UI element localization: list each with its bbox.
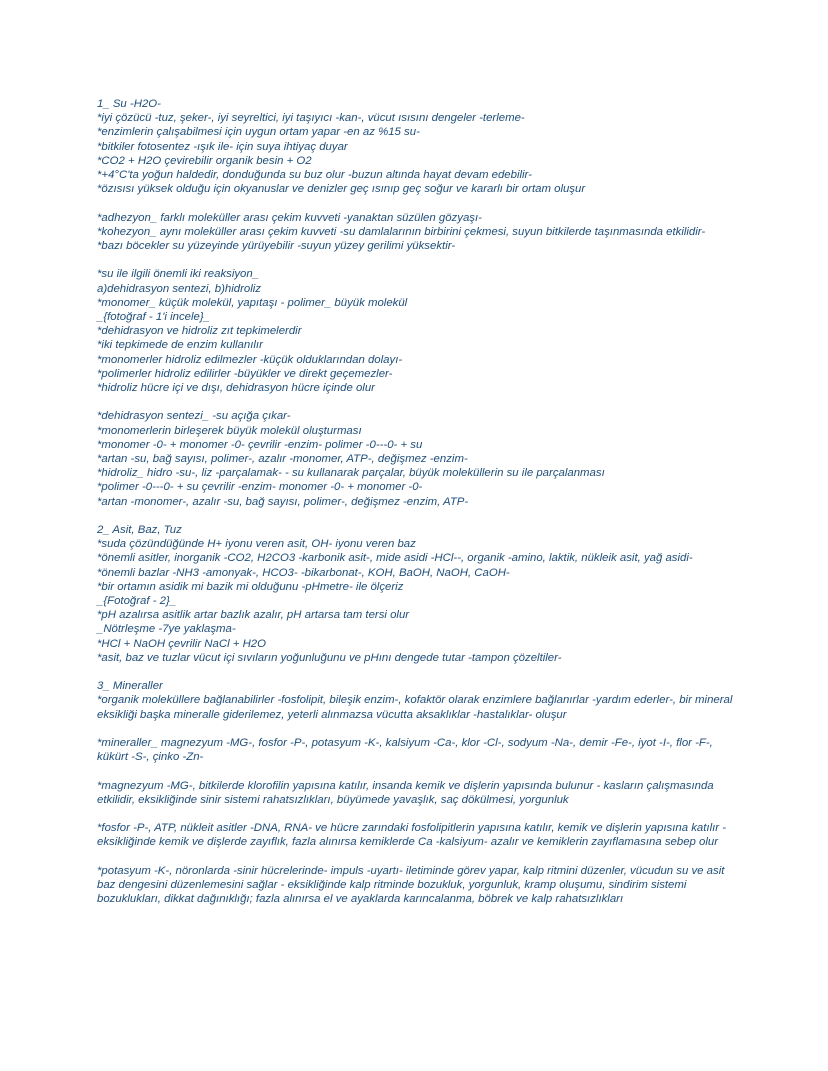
note-line: *hidroliz_ hidro -su-, liz -parçalamak- - su kullanarak parçalar, büyük moleküllerin su ile parçalanması <box>97 467 605 480</box>
block-dehydration-hydrolysis <box>97 409 737 508</box>
note-line: *monomerler hidroliz edilmezler -küçük olduklarından dolayı- <box>97 353 403 366</box>
note-line: *suda çözündüğünde H+ iyonu veren asit, OH- iyonu veren baz <box>97 538 416 551</box>
note-line: *bazı böcekler su yüzeyinde yürüyebilir -suyun yüzey gerilimi yüksektir- <box>97 240 456 253</box>
note-line: *polimerler hidroliz edilirler -büyükler ve direkt geçemezler- <box>97 367 393 380</box>
block-water-reactions <box>97 267 737 395</box>
note-line: *iyi çözücü -tuz, şeker-, iyi seyreltici, iyi taşıyıcı -kan-, vücut ısısını dengeler -terleme- <box>97 112 525 125</box>
note-line: *monomer -0- + monomer -0- çevrilir -enzim- polimer -0---0- + su <box>97 438 423 451</box>
note-line: *monomer_ küçük molekül, yapıtaşı - polimer_ büyük molekül <box>97 296 408 309</box>
section-heading-water: 1_ Su -H2O- <box>97 98 161 110</box>
photo-reference: _{fotoğraf - 1'i incele}_ <box>97 311 210 324</box>
note-line: *kohezyon_ aynı moleküller arası çekim kuvveti -su damlalarının birbirini çekmesi, suyun bitkilerde taşınmasında etkilidir- <box>97 225 706 238</box>
note-line: *enzimlerin çalışabilmesi için uygun ortam yapar -en az %15 su- <box>97 126 420 139</box>
note-line: *artan -su, bağ sayısı, polimer-, azalır -monomer, ATP-, değişmez -enzim- <box>97 453 468 466</box>
note-line: *CO2 + H2O çevirebilir organik besin + O2 <box>97 154 312 167</box>
block-mineral-list <box>97 736 737 764</box>
note-line: *HCl + NaOH çevrilir NaCl + H2O <box>97 637 266 650</box>
section-heading-acid-base: 2_ Asit, Baz, Tuz <box>97 524 182 537</box>
section-water-properties <box>97 97 737 196</box>
note-line: *monomerlerin birleşerek büyük molekül oluşturması <box>97 424 362 437</box>
note-line: *organik moleküllere bağlanabilirler -fosfolipit, bileşik enzim-, kofaktör olarak enzimlere bağlanırlar -yardım ederler-, bir mineral eksikliği başka mineralle giderilemez, yeterli alınmazsa vücutta aksaklıklar -hastalıklar- oluşur <box>97 694 733 721</box>
note-line: _Nötrleşme -7ye yaklaşma- <box>97 623 236 636</box>
note-line: *potasyum -K-, nöronlarda -sinir hücrelerinde- impuls -uyartı- iletiminde görev yapar, kalp ritmini düzenler, vücudun su ve asit baz dengesini düzenlemesini sağlar - eksikliğinde kalp ritminde bozukluk, yorgunluk, kramp oluşumu, sindirim sistemi bozuklukları, dikkat dağınıklığı; fazla alınırsa el ve ayaklarda karıncalanma, böbrek ve kalp rahatsızlıkları <box>97 864 725 906</box>
note-line: *hidroliz hücre içi ve dışı, dehidrasyon hücre içinde olur <box>97 382 375 395</box>
photo-reference: _{Fotoğraf - 2}_ <box>97 595 177 608</box>
section-minerals <box>97 679 737 722</box>
block-magnesium <box>97 779 737 807</box>
note-line: *dehidrasyon ve hidroliz zıt tepkimelerdir <box>97 325 302 338</box>
note-line: *mineraller_ magnezyum -MG-, fosfor -P-, potasyum -K-, kalsiyum -Ca-, klor -Cl-, sodyum -Na-, demir -Fe-, iyot -I-, flor -F-, kükürt -S-, çinko -Zn- <box>97 737 713 764</box>
note-line: *önemli bazlar -NH3 -amonyak-, HCO3- -bikarbonat-, KOH, BaOH, NaOH, CaOH- <box>97 566 510 579</box>
document-page <box>97 97 737 921</box>
note-line: *iki tepkimede de enzim kullanılır <box>97 339 263 352</box>
note-line: *önemli asitler, inorganik -CO2, H2CO3 -karbonik asit-, mide asidi -HCl--, organik -amino, laktik, nükleik asit, yağ asidi- <box>97 552 693 565</box>
section-heading-minerals: 3_ Mineraller <box>97 680 163 693</box>
note-line: *bitkiler fotosentez -ışık ile- için suya ihtiyaç duyar <box>97 140 348 153</box>
note-line: *pH azalırsa asitlik artar bazlık azalır, pH artarsa tam tersi olur <box>97 609 410 622</box>
note-line: *magnezyum -MG-, bitkilerde klorofilin yapısına katılır, insanda kemik ve dişlerin yapısında bulunur - kasların çalışmasında etkilidir, eksikliğinde sinir sistemi rahatsızlıkları, büyümede yavaşlık, saç dökülmesi, yorgunluk <box>97 779 714 806</box>
block-adhesion-cohesion <box>97 211 737 254</box>
note-line: *asit, baz ve tuzlar vücut içi sıvıların yoğunluğunu ve pHını dengede tutar -tampon çözeltiler- <box>97 651 562 664</box>
note-line: *+4°C'ta yoğun haldedir, donduğunda su buz olur -buzun altında hayat devam edebilir- <box>97 169 532 182</box>
note-line: *fosfor -P-, ATP, nükleit asitler -DNA, RNA- ve hücre zarındaki fosfolipitlerin yapısına katılır, kemik ve dişlerin yapısına katılır - eksikliğinde kemik ve dişlerde zayıflık, fazla alınırsa kemiklerde Ca -kalsiyum- azalır ve kemiklerin zayıflamasına sebep olur <box>97 822 727 849</box>
note-line: *bir ortamın asidik mi bazik mi olduğunu -pHmetre- ile ölçeriz <box>97 580 404 593</box>
section-acid-base-salt <box>97 523 737 665</box>
note-line: *adhezyon_ farklı moleküller arası çekim kuvveti -yanaktan süzülen gözyaşı- <box>97 211 482 224</box>
block-potassium <box>97 864 737 907</box>
block-phosphorus <box>97 821 737 849</box>
note-line: *dehidrasyon sentezi_ -su açığa çıkar- <box>97 410 291 423</box>
note-line: *özısısı yüksek olduğu için okyanuslar ve denizler geç ısınıp geç soğur ve kararlı bir ortam oluşur <box>97 183 586 196</box>
note-line: a)dehidrasyon sentezi, b)hidroliz <box>97 282 261 295</box>
note-line: *polimer -0---0- + su çevrilir -enzim- monomer -0- + monomer -0- <box>97 481 423 494</box>
note-line: *su ile ilgili önemli iki reaksiyon_ <box>97 268 260 281</box>
note-line: *artan -monomer-, azalır -su, bağ sayısı, polimer-, değişmez -enzim, ATP- <box>97 495 469 508</box>
